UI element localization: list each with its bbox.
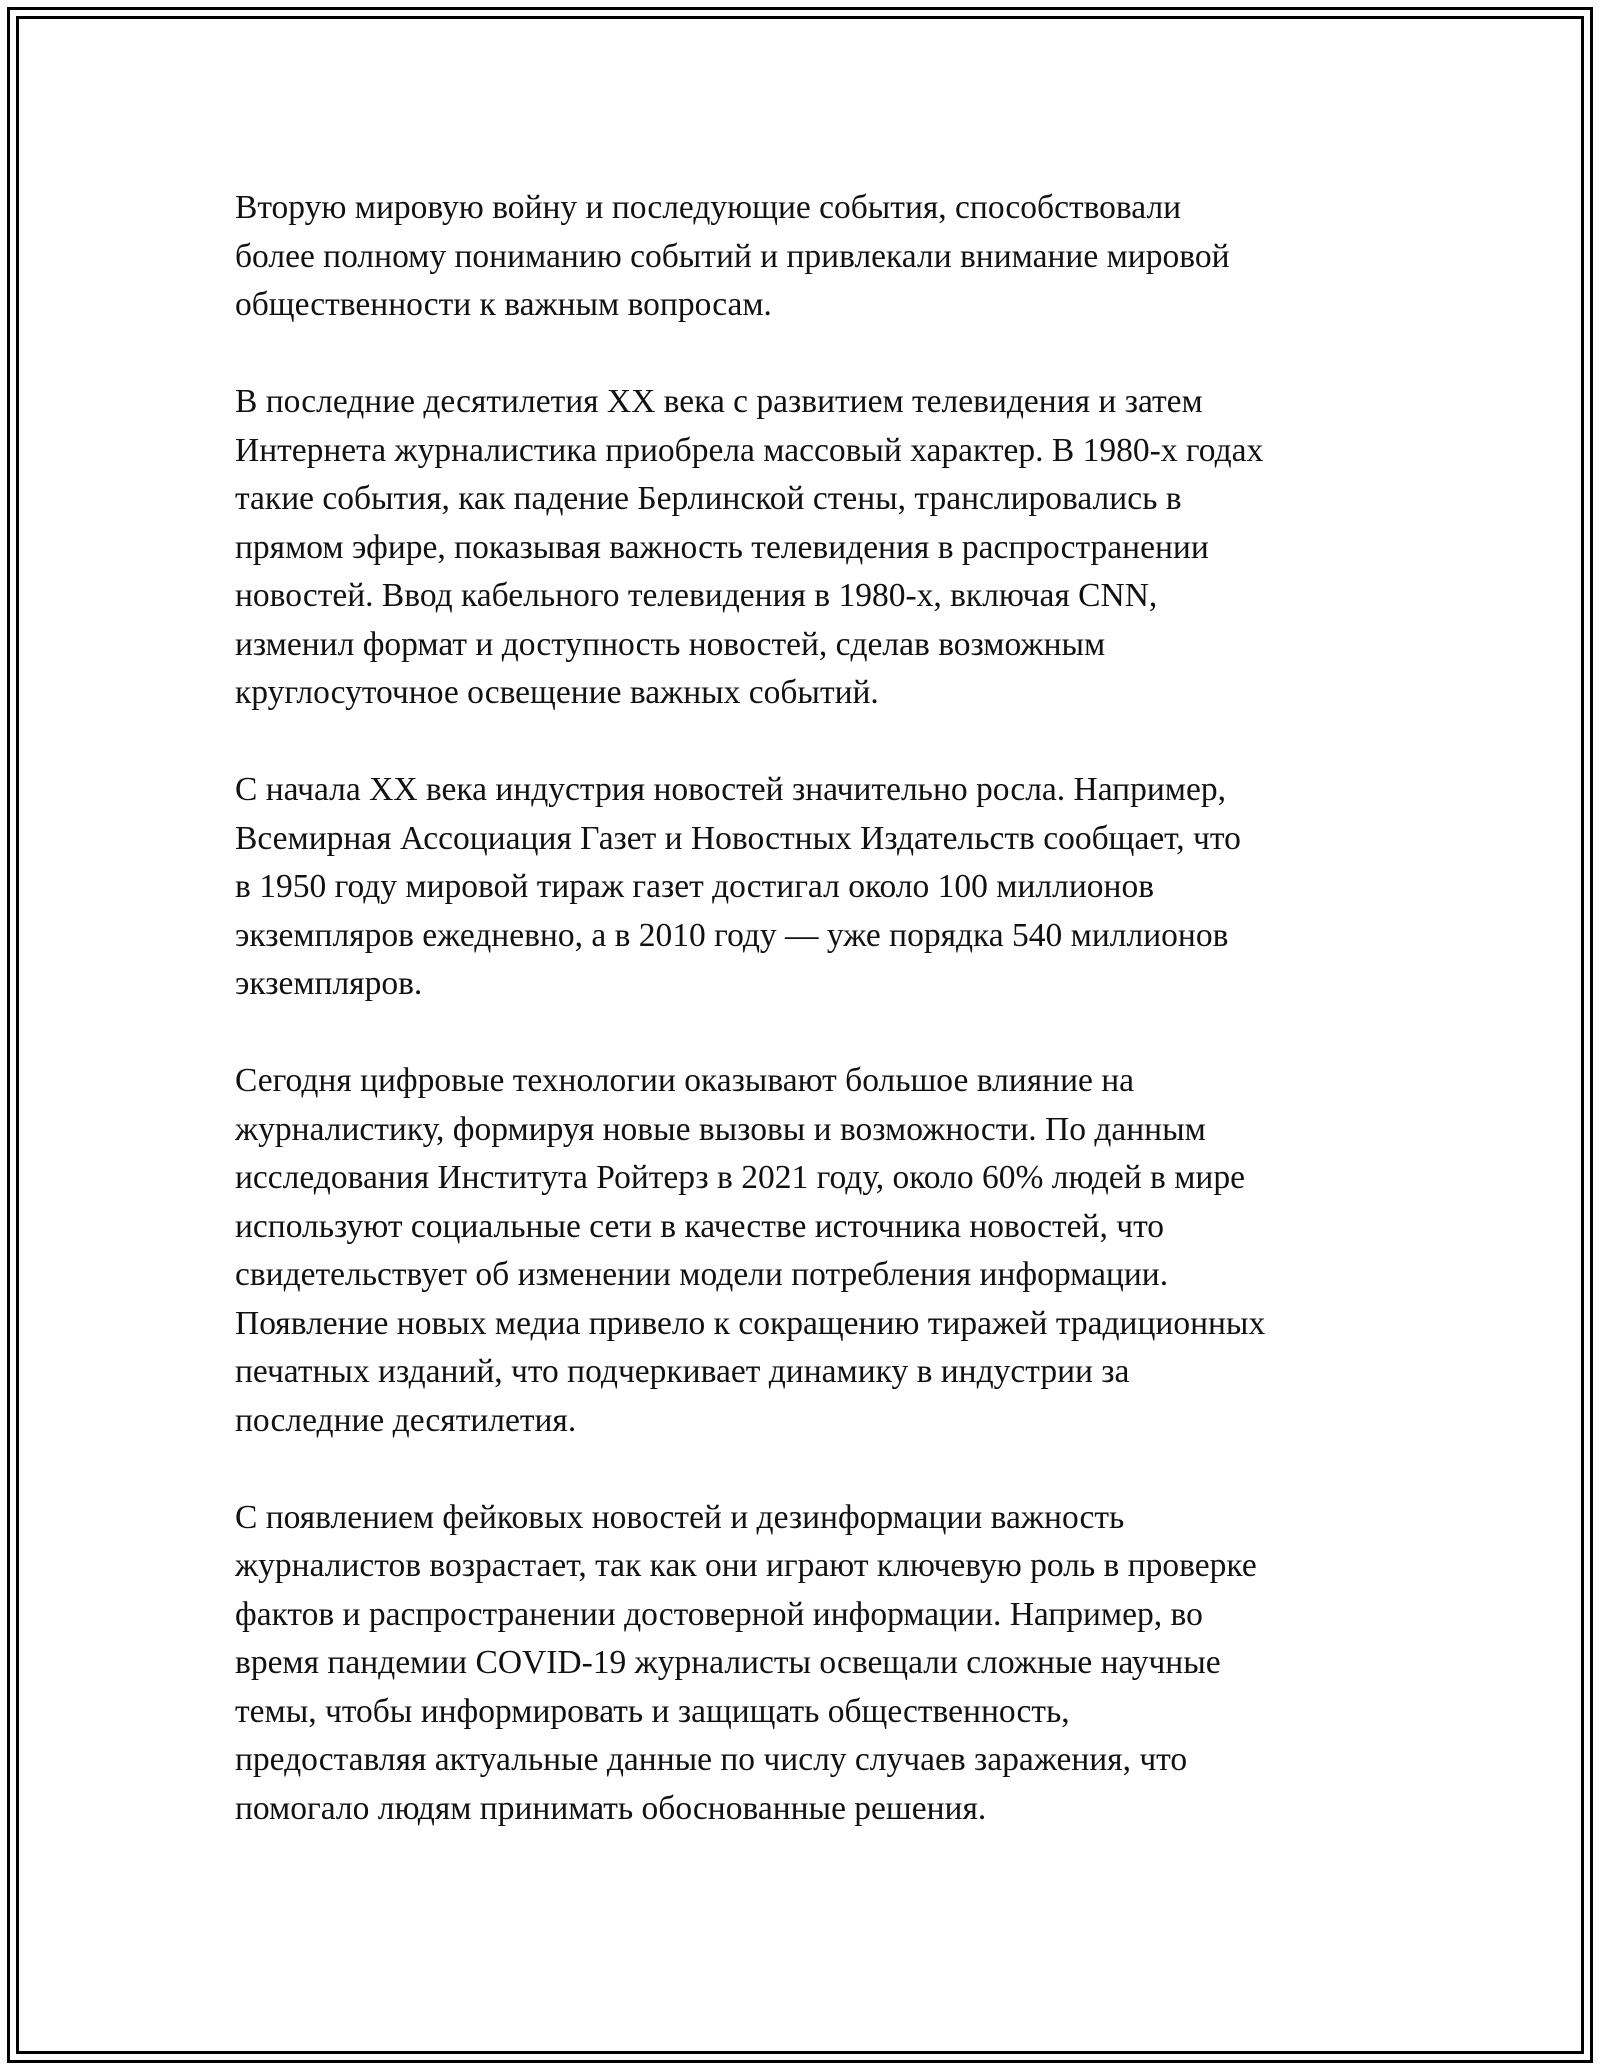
text-line: Сегодня цифровые технологии оказывают большое влияние на: [235, 1062, 1135, 1099]
text-line: свидетельствует об изменении модели потребления информации.: [235, 1256, 1169, 1293]
text-line: помогало людям принимать обоснованные решения.: [235, 1789, 987, 1827]
paragraph-2: [235, 378, 1375, 718]
text-line: такие события, как падение Берлинской стены, транслировались в: [235, 480, 1182, 517]
text-line: круглосуточное освещение важных событий.: [235, 674, 879, 711]
text-line: более полному пониманию событий и привлекали внимание мировой: [235, 237, 1230, 275]
text-line: используют социальные сети в качестве источника новостей, что: [235, 1207, 1165, 1245]
text-line: С появлением фейковых новостей и дезинформации важность: [235, 1498, 1125, 1536]
text-line: экземпляров.: [235, 965, 423, 1002]
paragraph-1: [235, 184, 1375, 330]
paragraph-3: [235, 766, 1375, 1009]
document-body: [235, 184, 1375, 1882]
text-line: журналистику, формируя новые вызовы и возможности. По данным: [235, 1110, 1206, 1148]
text-line: С начала XX века индустрия новостей значительно росла. Например,: [235, 771, 1226, 808]
text-line: В последние десятилетия XX века с развитием телевидения и затем: [235, 383, 1203, 420]
text-line: изменил формат и доступность новостей, сделав возможным: [235, 625, 1106, 663]
text-line: новостей. Ввод кабельного телевидения в 1980-х, включая CNN,: [235, 577, 1158, 614]
text-line: Появление новых медиа привело к сокращению тиражей традиционных: [235, 1304, 1266, 1342]
text-line: в 1950 году мировой тираж газет достигал около 100 миллионов: [235, 868, 1155, 905]
text-line: предоставляя актуальные данные по числу случаев заражения, что: [235, 1741, 1188, 1778]
text-line: последние десятилетия.: [235, 1401, 577, 1439]
text-line: фактов и распространении достоверной информации. Например, во: [235, 1595, 1203, 1633]
text-line: Интернета журналистика приобрела массовый характер. В 1980-х годах: [235, 431, 1264, 469]
paragraph-4: [235, 1057, 1375, 1445]
text-line: экземпляров ежедневно, а в 2010 году — уже порядка 540 миллионов: [235, 916, 1229, 954]
text-line: Всемирная Ассоциация Газет и Новостных Издательств сообщает, что: [235, 819, 1241, 857]
paragraph-5: [235, 1494, 1375, 1834]
text-line: прямом эфире, показывая важность телевидения в распространении: [235, 528, 1209, 566]
text-line: общественности к важным вопросам.: [235, 286, 772, 323]
text-line: темы, чтобы информировать и защищать общественность,: [235, 1692, 1070, 1730]
text-line: журналистов возрастает, так как они играют ключевую роль в проверке: [235, 1547, 1257, 1584]
text-line: печатных изданий, что подчеркивает динамику в индустрии за: [235, 1353, 1130, 1390]
text-line: исследования Института Ройтерз в 2021 году, около 60% людей в мире: [235, 1159, 1245, 1196]
text-line: время пандемии COVID-19 журналисты освещали сложные научные: [235, 1644, 1221, 1681]
text-line: Вторую мировую войну и последующие события, способствовали: [235, 189, 1182, 226]
